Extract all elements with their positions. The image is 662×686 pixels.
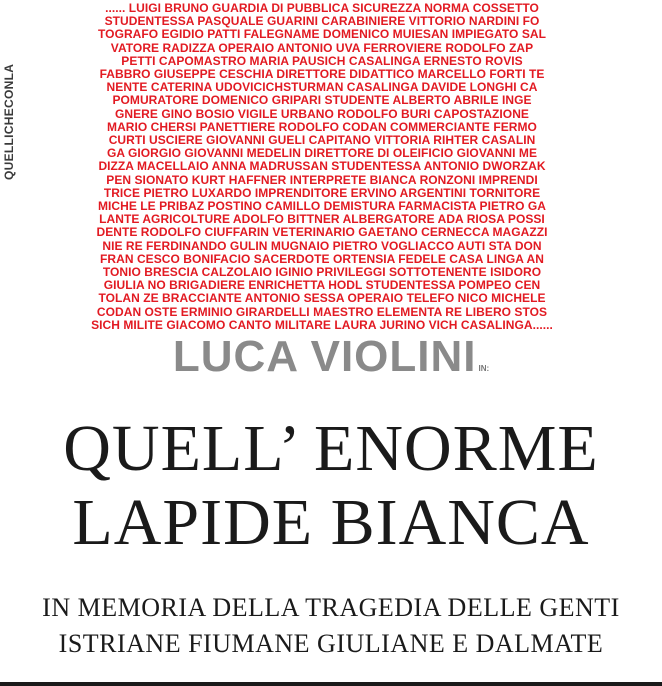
title-line-2: LAPIDE BIANCA <box>72 486 590 559</box>
name-line: POMURATORE DOMENICO GRIPARI STUDENTE ALBERTO ABRILE INGE <box>112 93 532 108</box>
book-title <box>0 412 662 560</box>
name-line: CODAN OSTE ERMINIO GIRARDELLI MAESTRO ELEMENTA RE LIBERO STOS <box>96 304 548 319</box>
name-line: GIULIA NO BRIGADIERE ENRICHETTA HODL STUDENTESSA POMPEO CEN <box>103 278 541 293</box>
victim-names-block <box>36 2 608 332</box>
name-line: FABBRO GIUSEPPE CESCHIA DIRETTORE DIDATTICO MARCELLO FORTI TE <box>99 67 545 82</box>
edition-mark: IN: <box>478 364 490 373</box>
author-name-text: LUCA VIOLINI <box>172 332 477 381</box>
name-line: PEN SIONATO KURT HAFFNER INTERPRETE BIANCA RONZONI IMPRENDI <box>106 172 538 187</box>
spine-text <box>0 4 16 184</box>
name-line: TONIO BRESCIA CALZOLAIO IGINIO PRIVILEGGI SOTTOTENENTE ISIDORO <box>102 265 542 280</box>
name-line: FRAN CESCO BONIFACIO SACERDOTE ORTENSIA FEDELE CASA LINGA AN <box>100 251 544 266</box>
name-line: GNERE GINO BOSIO VIGILE URBANO RODOLFO BURI CAPOSTAZIONE <box>115 106 529 121</box>
book-subtitle <box>0 590 662 662</box>
name-line: TOGRAFO EGIDIO PATTI FALEGNAME DOMENICO MUIESAN IMPIEGATO SAL <box>98 27 546 42</box>
spine-label: QUELLICHECONLA <box>2 63 16 180</box>
name-line: LANTE AGRICOLTURE ADOLFO BITTNER ALBERGATORE ADA RIOSA POSSI <box>99 212 545 227</box>
name-line: SICH MILITE GIACOMO CANTO MILITARE LAURA JURINO VICH CASALINGA...... <box>91 317 553 332</box>
name-line: NENTE CATERINA UDOVICICHSTURMAN CASALINGA DAVIDE LONGHI CA <box>106 80 538 95</box>
name-line: MICHE LE PRIBAZ POSTINO CAMILLO DEMISTURA FARMACISTA PIETRO GA <box>98 199 546 214</box>
name-line: TOLAN ZE BRACCIANTE ANTONIO SESSA OPERAIO TELEFO NICO MICHELE <box>98 291 546 306</box>
name-line: GA GIORGIO GIOVANNI MEDELIN DIRETTORE DI OLEIFICIO GIOVANNI ME <box>106 146 537 161</box>
name-line: TRICE PIETRO LUXARDO IMPRENDITORE ERVINO ARGENTINI TORNITORE <box>103 185 541 200</box>
subtitle-line-1: IN MEMORIA DELLA TRAGEDIA DELLE GENTI <box>42 593 620 622</box>
subtitle-line-2: ISTRIANE FIUMANE GIULIANE E DALMATE <box>58 629 604 658</box>
name-line: CURTI USCIERE GIOVANNI GUELI CAPITANO VITTORIA RIHTER CASALIN <box>108 133 536 148</box>
name-line: STUDENTESSA PASQUALE GUARINI CARABINIERE VITTORIO NARDINI FO <box>104 14 540 29</box>
name-line: ...... LUIGI BRUNO GUARDIA DI PUBBLICA SICUREZZA NORMA COSSETTO <box>105 1 539 15</box>
title-line-1: QUELL’ ENORME <box>63 412 599 485</box>
name-line: NIE RE FERDINANDO GULIN MUGNAIO PIETRO VOGLIACCO AUTI STA DON <box>102 238 542 253</box>
bottom-rule <box>0 682 662 686</box>
name-line: DENTE RODOLFO CIUFFARIN VETERINARIO GAETANO CERNECCA MAGAZZI <box>96 225 548 240</box>
name-line: MARIO CHERSI PANETTIERE RODOLFO CODAN COMMERCIANTE FERMO <box>107 119 537 134</box>
name-line: VATORE RADIZZA OPERAIO ANTONIO UVA FERROVIERE RODOLFO ZAP <box>110 40 534 55</box>
name-line: DIZZA MACELLAIO ANNA MADRUSSAN STUDENTESSA ANTONIO DWORZAK <box>98 159 546 174</box>
author-name <box>0 332 662 382</box>
name-line: PETTI CAPOMASTRO MARIA PAUSICH CASALINGA ERNESTO ROVIS <box>121 53 523 68</box>
